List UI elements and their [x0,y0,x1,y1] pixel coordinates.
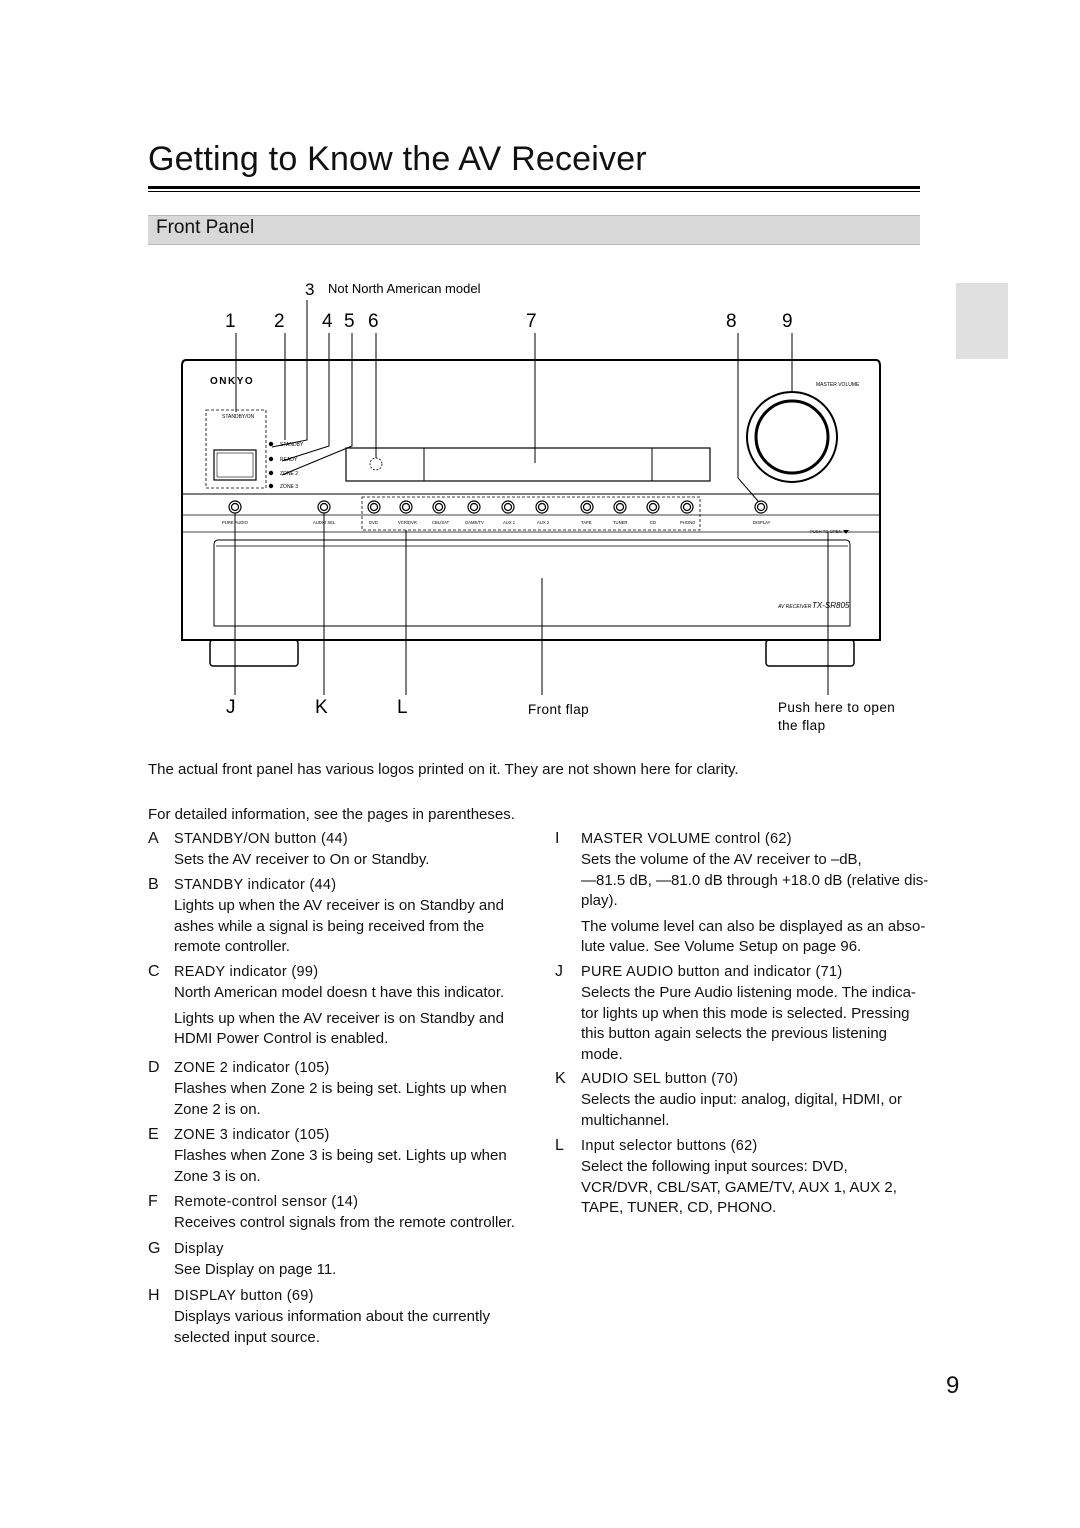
indicator-standby: STANDBY [280,442,304,448]
desc-line: this button again selects the previous listening [581,1025,888,1042]
detail-note: For detailed information, see the pages in parentheses. [148,806,515,823]
btn-label-tape: TAPE [581,520,592,525]
item-letter: J [555,963,563,980]
callout-L: L [397,697,408,718]
callout-3: 3 [305,280,315,299]
item-letter: B [148,876,159,893]
btn-label-cbl-sat: CBL/SAT [432,520,450,525]
item-letter: C [148,963,160,980]
callout-5: 5 [344,311,355,332]
page-number: 9 [946,1372,960,1399]
desc-line: The volume level can also be displayed as an abso- [581,917,926,935]
item-head: Display [174,1241,224,1257]
desc-line: remote controller. [174,938,290,955]
desc-line: VCR/DVR, CBL/SAT, GAME/TV, AUX 1, AUX 2, [581,1178,897,1196]
standby-on-label: STANDBY/ON [222,414,255,420]
callout-J: J [226,697,236,718]
desc-line: Flashes when Zone 3 is being set. Lights up when [174,1147,507,1164]
callout-1: 1 [225,311,236,332]
item-desc [174,1260,336,1281]
callout-K: K [315,697,328,718]
item-letter: G [148,1240,161,1257]
note-text: Not North American model [328,281,481,296]
push-label-2: the flap [778,718,826,733]
btn-label-pure-audio: PURE AUDIO [222,520,248,525]
item-letter: E [148,1126,159,1143]
item-head: Input selector buttons (62) [581,1138,758,1154]
callout-2: 2 [274,311,285,332]
model-prefix: AV RECEIVER [778,604,812,610]
item-desc [581,850,928,958]
item-head: STANDBY indicator (44) [174,877,337,893]
receiver-body [182,360,880,666]
item-F [148,1193,548,1240]
callout-4: 4 [322,311,333,332]
item-head: PURE AUDIO button and indicator (71) [581,964,843,980]
desc-line: Selects the audio input: analog, digital, HDMI, or [581,1091,903,1108]
desc-line: selected input source. [174,1328,320,1346]
item-head: ZONE 2 indicator (105) [174,1060,330,1076]
desc-line: Zone 3 is on. [174,1167,261,1185]
item-E [148,1126,548,1193]
front-panel-figure [0,0,1080,760]
item-D [148,1059,548,1126]
callout-9: 9 [782,311,793,332]
item-desc [174,850,429,871]
desc-line: Flashes when Zone 2 is being set. Lights up when [174,1080,507,1097]
desc-line: Lights up when the AV receiver is on Standby and [174,897,504,914]
item-head: ZONE 3 indicator (105) [174,1127,330,1143]
item-head: STANDBY/ON button (44) [174,831,348,847]
item-letter: D [148,1059,160,1076]
push-label-1: Push here to open [778,700,896,715]
indicator-zone3: ZONE 3 [280,484,299,490]
desc-line: play). [581,892,618,909]
item-desc [581,1157,897,1219]
desc-line: Zone 2 is on. [174,1100,261,1118]
desc-line: TAPE, TUNER, CD, PHONO. [581,1199,777,1216]
btn-label-display: DISPLAY [753,520,771,525]
desc-line: North American model doesn t have this indicator. [174,984,505,1001]
item-head: AUDIO SEL button (70) [581,1071,739,1087]
item-letter: I [555,830,560,847]
item-H [148,1287,548,1354]
btn-label-tuner: TUNER [613,520,628,525]
item-J [555,963,965,1070]
item-desc [174,1146,507,1187]
indicator-ready: READY [280,457,298,463]
item-C [148,963,548,1059]
btn-label-dvd: DVD [369,520,378,525]
desc-line: Sets the volume of the AV receiver to –dB, [581,851,862,868]
desc-line: Displays various information about the currently [174,1308,490,1325]
desc-line: —81.5 dB, —81.0 dB through +18.0 dB (relative dis- [581,871,929,889]
item-desc [174,1307,490,1348]
desc-line: multichannel. [581,1111,670,1129]
section-title: Front Panel [156,217,255,238]
push-to-open-label: PUSH TO OPEN [810,529,842,534]
brand-logo: ONKYO [210,376,255,387]
item-A [148,830,548,876]
master-volume-label: MASTER VOLUME [816,382,860,388]
desc-line: mode. [581,1045,623,1063]
callout-8: 8 [726,311,737,332]
btn-label-game-tv: GAME/TV [465,520,484,525]
desc-line: Lights up when the AV receiver is on Standby and [174,1009,504,1027]
desc-line: Select the following input sources: DVD, [581,1158,848,1175]
item-letter: K [555,1070,566,1087]
btn-label-cd: CD [650,520,657,525]
item-head: Remote-control sensor (14) [174,1194,359,1210]
indicator-zone2: ZONE 2 [280,471,299,477]
desc-line: HDMI Power Control is enabled. [174,1030,389,1047]
item-desc [174,983,504,1050]
item-letter: A [148,830,159,847]
btn-label-aux1: AUX 1 [503,520,516,525]
item-desc [581,983,916,1065]
right-column [555,830,965,1227]
callout-7: 7 [526,311,537,332]
item-G [148,1240,548,1287]
desc-line: Selects the Pure Audio listening mode. The indica- [581,984,916,1001]
desc-line: Sets the AV receiver to On or Standby. [174,851,430,868]
item-head: DISPLAY button (69) [174,1288,314,1304]
clarity-note: The actual front panel has various logos printed on it. They are not shown here for clarity. [148,761,739,778]
item-desc [174,1079,507,1120]
page-title: Getting to Know the AV Receiver [148,140,647,178]
item-L [555,1137,965,1227]
item-desc [581,1090,902,1131]
front-flap-label: Front flap [528,702,590,717]
btn-label-aux2: AUX 2 [537,520,550,525]
item-letter: L [555,1137,564,1154]
item-head: MASTER VOLUME control (62) [581,831,792,847]
desc-line: tor lights up when this mode is selected. Pressing [581,1004,910,1022]
desc-line: ashes while a signal is being received from the [174,917,485,935]
item-head: READY indicator (99) [174,964,319,980]
btn-label-audio-sel: AUDIO SEL [313,520,336,525]
desc-line: lute value. See Volume Setup on page 96. [581,938,862,955]
item-letter: F [148,1193,158,1210]
btn-label-vcr-dvr: VCR/DVR [398,520,417,525]
btn-label-phono: PHONO [680,520,696,525]
item-B [148,876,548,963]
left-column [148,830,548,1354]
item-letter: H [148,1287,160,1304]
item-I [555,830,965,963]
desc-line: See Display on page 11. [174,1261,337,1278]
item-K [555,1070,965,1137]
model-name: TX-SR805 [812,601,850,610]
item-desc [174,896,504,958]
callout-6: 6 [368,311,379,332]
desc-line: Receives control signals from the remote controller. [174,1214,515,1231]
item-desc [174,1213,515,1234]
